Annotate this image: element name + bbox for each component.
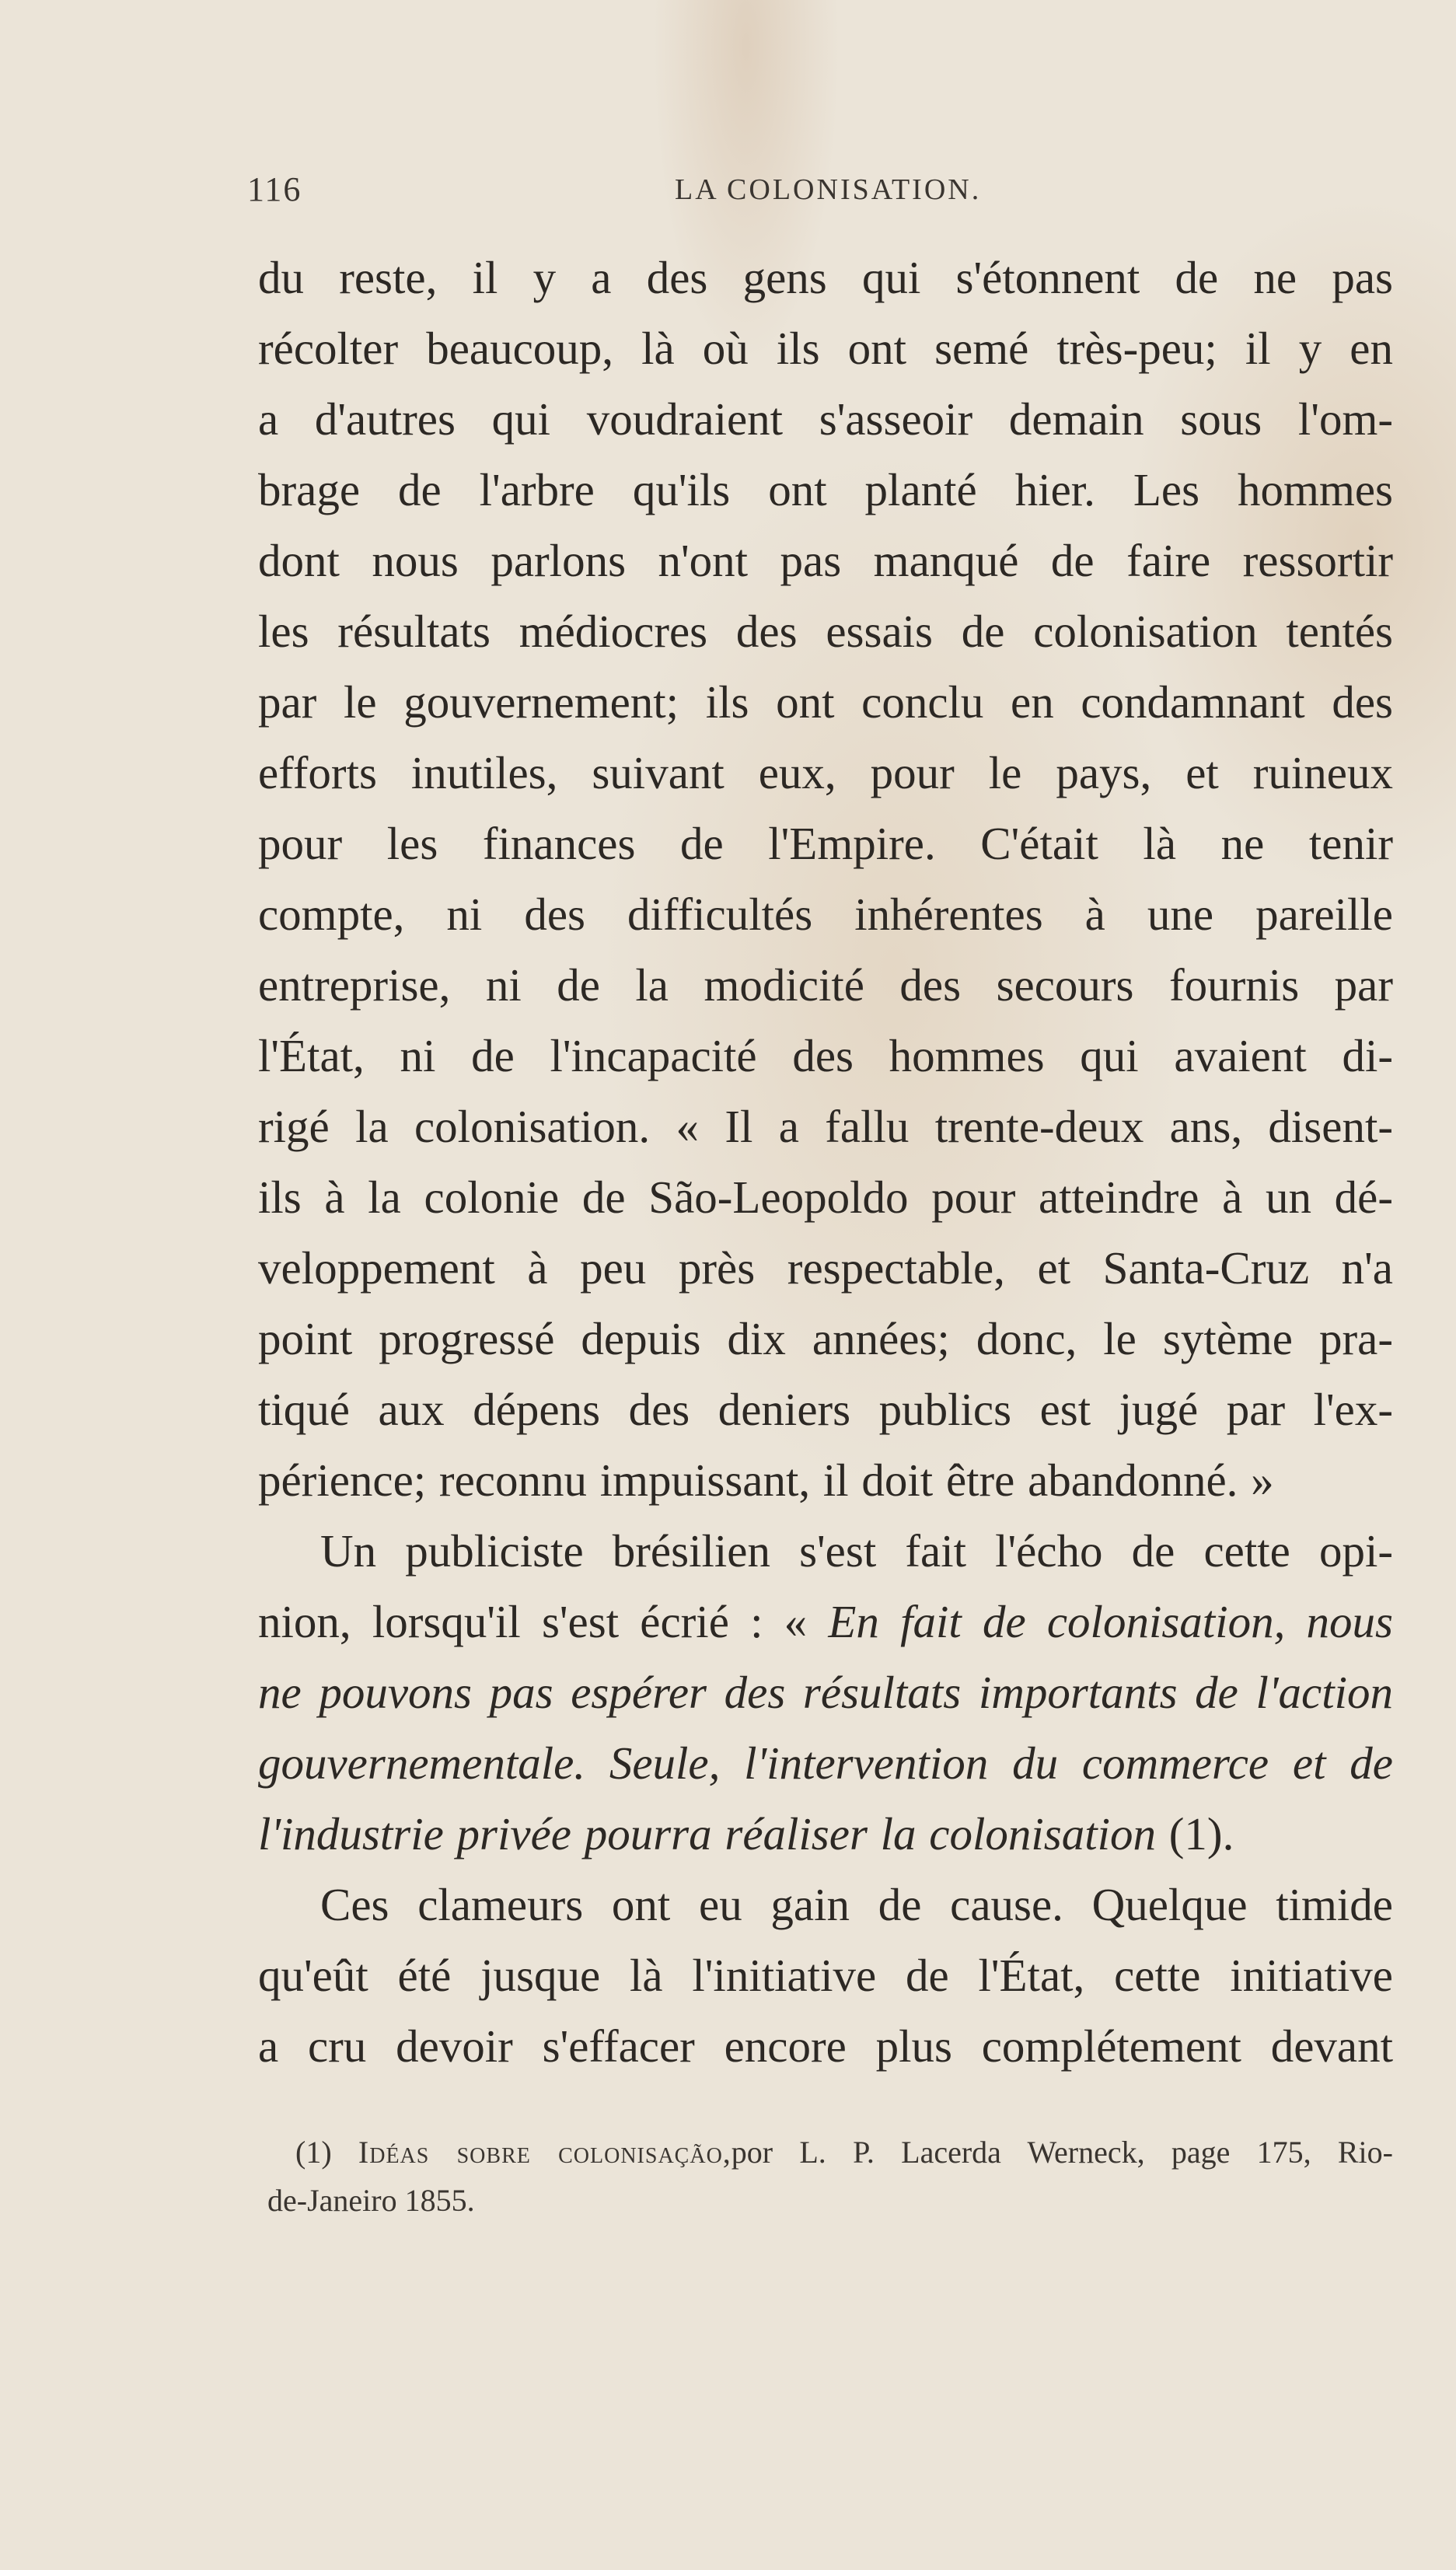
text-line: efforts inutiles, suivant eux, pour le pays, et ruineux <box>258 747 1393 798</box>
footnote-line: de-Janeiro 1855. <box>267 2183 475 2218</box>
text-line: Ces clameurs ont eu gain de cause. Quelque timide <box>320 1879 1393 1930</box>
text-line: les résultats médiocres des essais de colonisation tentés <box>258 606 1393 657</box>
text-line: du reste, il y a des gens qui s'étonnent de ne pas <box>258 252 1393 303</box>
italic-quote-line: gouvernementale. Seule, l'intervention du commerce et de <box>258 1737 1393 1789</box>
text-line: veloppement à peu près respectable, et Santa-Cruz n'a <box>258 1242 1393 1294</box>
italic-quote-span: En fait de colonisation, nous <box>828 1596 1393 1647</box>
text-line: dont nous parlons n'ont pas manqué de faire ressortir <box>258 535 1393 586</box>
body-text <box>258 243 1393 2082</box>
italic-quote-span: l'industrie privée pourra réaliser la colonisation <box>258 1808 1157 1859</box>
footnote <box>267 2128 1393 2225</box>
text-line: point progressé depuis dix années; donc, le sytème pra- <box>258 1313 1393 1364</box>
italic-quote-line: ne pouvons pas espérer des résultats importants de l'action <box>258 1667 1393 1718</box>
text-line: récolter beaucoup, là où ils ont semé très-peu; il y en <box>258 323 1393 374</box>
footnote-citation: por L. P. Lacerda Werneck, page 175, Rio- <box>731 2135 1393 2170</box>
text-line: pour les finances de l'Empire. C'était là ne tenir <box>258 818 1393 869</box>
text-line: périence; reconnu impuissant, il doit être abandonné. » <box>258 1454 1274 1506</box>
text-line: l'État, ni de l'incapacité des hommes qui avaient di- <box>258 1030 1393 1081</box>
page-number: 116 <box>247 170 302 208</box>
footnote-source-title: Idéas sobre colonisação, <box>358 2135 731 2170</box>
text-span: nion, lorsqu'il s'est écrié : « <box>258 1596 829 1647</box>
text-line: tiqué aux dépens des deniers publics est jugé par l'ex- <box>258 1384 1393 1435</box>
text-line: entreprise, ni de la modicité des secours fournis par <box>258 959 1393 1011</box>
text-line: Un publiciste brésilien s'est fait l'écho de cette opi- <box>320 1525 1393 1577</box>
text-line-mixed <box>258 1799 1393 1870</box>
text-line: a d'autres qui voudraient s'asseoir demain sous l'om- <box>258 393 1393 445</box>
text-line-mixed <box>258 1587 1393 1657</box>
text-line: brage de l'arbre qu'ils ont planté hier. Les hommes <box>258 464 1393 515</box>
text-line: par le gouvernement; ils ont conclu en condamnant des <box>258 676 1393 728</box>
text-line: compte, ni des difficultés inhérentes à une pareille <box>258 889 1393 940</box>
text-line: qu'eût été jusque là l'initiative de l'État, cette initiative <box>258 1950 1393 2001</box>
footnote-marker: (1) <box>295 2135 358 2170</box>
running-title: LA COLONISATION. <box>675 173 982 206</box>
text-line: rigé la colonisation. « Il a fallu trente-deux ans, disent- <box>258 1101 1393 1152</box>
footnote-reference: (1). <box>1156 1808 1234 1859</box>
footnote-line <box>295 2128 1393 2177</box>
running-header <box>247 169 1413 224</box>
text-line: a cru devoir s'effacer encore plus complétement devant <box>258 2020 1393 2072</box>
text-line: ils à la colonie de São-Leopoldo pour atteindre à un dé- <box>258 1172 1393 1223</box>
